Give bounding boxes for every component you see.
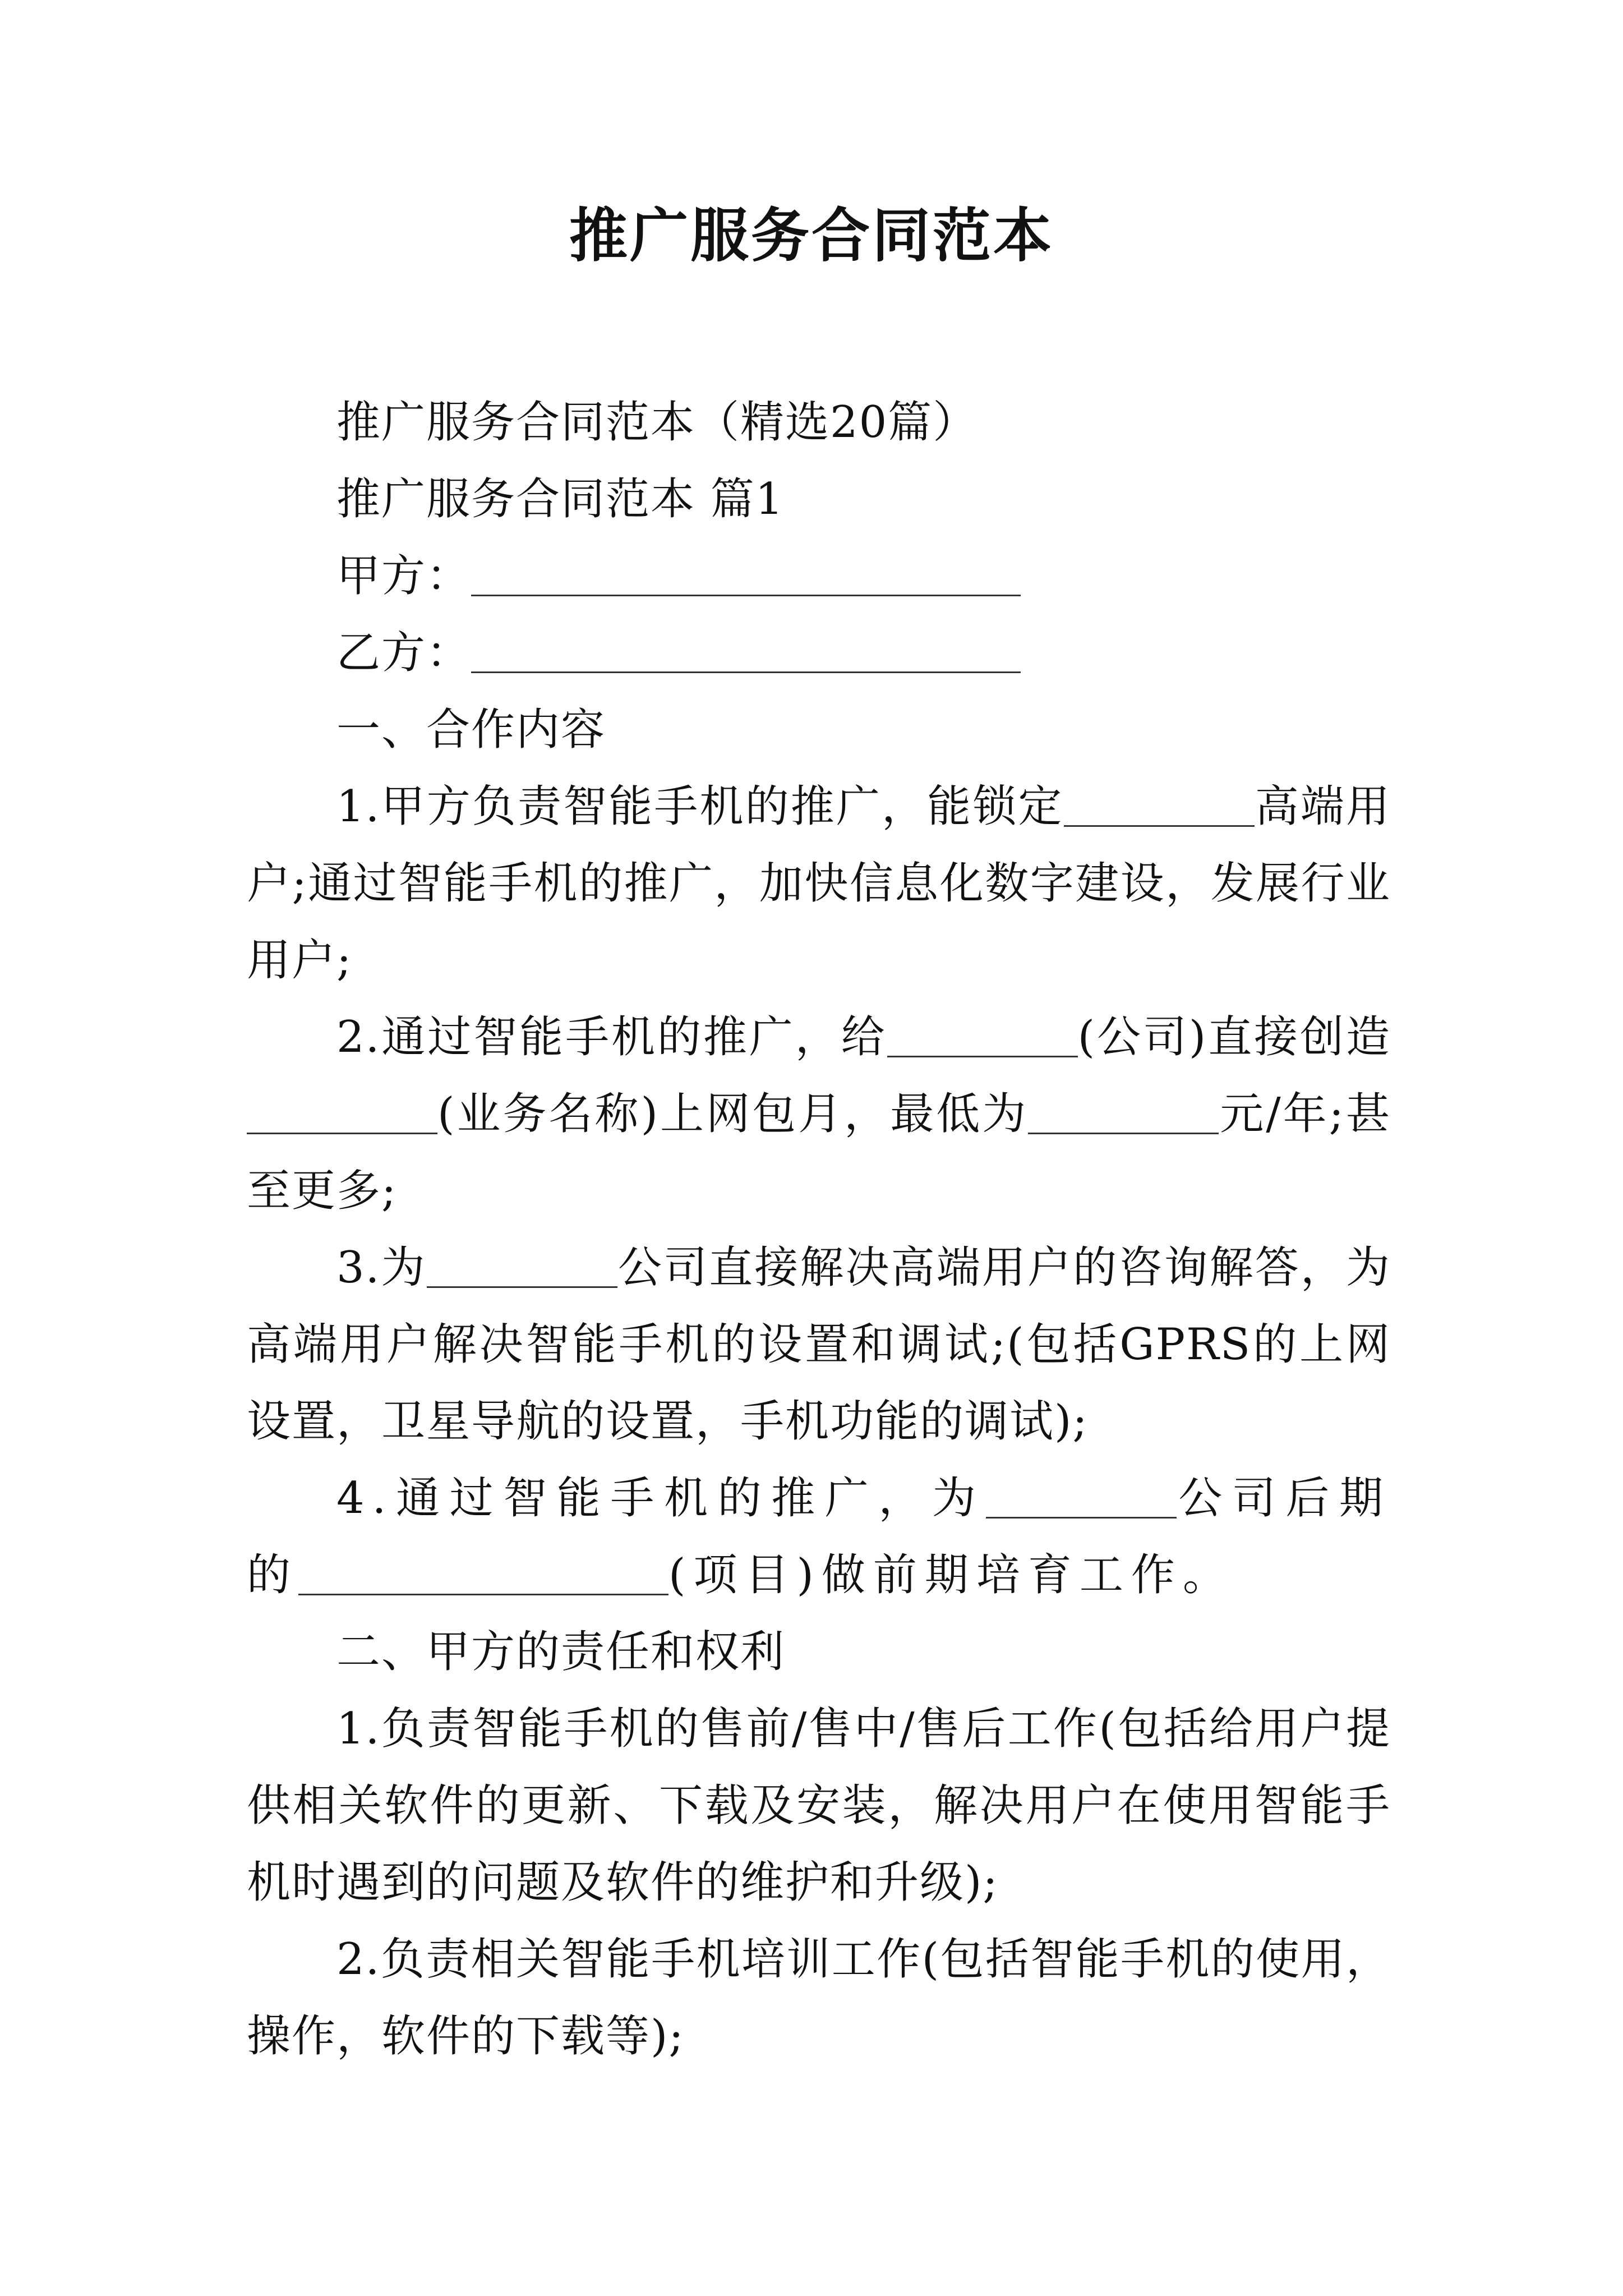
section-1-heading: 一、合作内容 [336, 705, 606, 755]
party-a-line [247, 538, 1391, 615]
section-2-heading-line [247, 1614, 1391, 1691]
section-2-heading: 二、甲方的责任和权利 [336, 1627, 786, 1677]
party-a-blank[interactable] [471, 551, 1021, 596]
chapter-heading-line [247, 461, 1391, 538]
item-3-text-after: 公司直接解决高端用户的咨询解答，为高端用户解决智能手机的设置和调试;(包括GPRS的上网设置，卫星导航的设置，手机功能的调试); [247, 1243, 1391, 1447]
party-b-label: 乙方： [336, 628, 472, 678]
item-4-text-part1: 4.通过智能手机的推广，为 [336, 1473, 986, 1524]
section-2-item-1-text: 1.负责智能手机的售前/售中/售后工作(包括给用户提供相关软件的更新、下载及安装，解决用户在使用智能手机时遇到的问题及软件的维护和升级); [247, 1704, 1391, 1908]
item-4-text-part3: (项目)做前期培育工作。 [668, 1550, 1234, 1600]
party-a-label: 甲方： [336, 551, 472, 601]
chapter-heading: 推广服务合同范本 篇1 [336, 474, 785, 524]
item-2-text-part1: 2.通过智能手机的推广，给 [336, 1012, 887, 1062]
section-2-item-2 [247, 1921, 1391, 2075]
section-1-item-2 [247, 999, 1391, 1230]
party-b-line [247, 615, 1391, 692]
item-2-text-part2: (公司)直接创造 [1077, 1012, 1391, 1062]
high-end-users-blank[interactable] [1064, 781, 1255, 827]
section-1-item-3 [247, 1230, 1391, 1460]
section-2-item-1 [247, 1691, 1391, 1921]
company-blank[interactable] [887, 1012, 1078, 1057]
item-4-text-part2: 公司后期的 [247, 1473, 1391, 1600]
later-company-blank[interactable] [986, 1473, 1177, 1519]
business-name-blank[interactable] [247, 1089, 437, 1134]
document-body [247, 384, 1391, 2075]
item-3-text-before: 3.为 [336, 1243, 427, 1293]
item-1-text-after: 高端用户;通过智能手机的推广，加快信息化数字建设，发展行业用户; [247, 781, 1391, 986]
item-1-text-before: 1.甲方负责智能手机的推广，能锁定 [336, 781, 1064, 832]
section-1-heading-line [247, 692, 1391, 769]
section-2-item-2-text: 2.负责相关智能手机培训工作(包括智能手机的使用，操作，软件的下载等); [247, 1934, 1391, 2062]
subtitle-line [247, 384, 1391, 461]
minimum-amount-blank[interactable] [1028, 1089, 1219, 1134]
document-title: 推广服务合同范本 [569, 201, 1054, 270]
company-name-blank[interactable] [427, 1243, 617, 1288]
item-2-text-part4: 元/年;甚至更多; [247, 1089, 1391, 1216]
subtitle-text: 推广服务合同范本（精选20篇） [336, 397, 978, 448]
project-blank[interactable] [298, 1550, 668, 1595]
section-1-item-4 [247, 1460, 1391, 1614]
party-b-blank[interactable] [471, 628, 1021, 673]
section-1-item-1 [247, 769, 1391, 999]
item-2-text-part3: (业务名称)上网包月，最低为 [437, 1089, 1029, 1139]
